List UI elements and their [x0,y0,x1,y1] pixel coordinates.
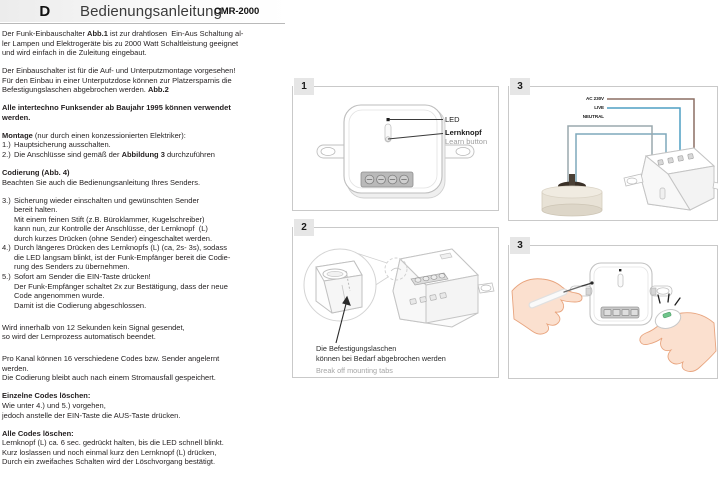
text-line: Sicherung wieder einschalten und gewünschten Sender [14,195,200,205]
text-line: ler Lampen und Elektrogeräte bis zu 2000 Watt Schaltleistung geeignet [2,38,239,48]
text-line: durch kurzes Drücken (ohne Sender) eingeschaltet werden. [14,233,213,243]
section-montage [2,131,286,160]
model-number: CMR-2000 [214,5,260,17]
text-line: werden. [2,112,31,122]
text-run: Der Funk-Einbauschalter [2,29,88,38]
language-badge: D [39,2,51,20]
section-codierung-heading [2,168,286,187]
list-number: 5.) [2,271,11,281]
text-run: (nur durch einen konzessionierten Elektriker): [32,130,186,140]
text-run-bold: Montage [2,130,33,140]
list-item [2,272,286,310]
panel-content [292,86,499,211]
list-text [14,243,286,272]
text-run: durchzuführen [164,149,215,159]
text-line: so wird der Lernprozess automatisch beendet. [2,332,156,342]
text-line: Durch ein zweifaches Schalten wird der Löschvorgang bestätigt. [2,457,216,467]
figure-panel-1 [292,78,499,211]
list-number: 3.) [2,195,11,205]
text-line: Mit einem feinen Stift (z.B. Büroklammer, Kugelschreiber) [14,214,205,224]
list-item [2,196,286,244]
text-line: die LED langsam blinkt, ist der Funk-Empfänger bereit die Codie- [14,252,231,262]
panel-badge: 2 [294,219,314,236]
text-line: Kurz loslassen und noch einmal kurz den Lernknopf (L) drücken, [2,447,217,457]
figure-panel-4-learn-button [508,237,718,379]
paragraph-intro-2 [2,66,286,95]
instructions-column [2,29,286,475]
text-line [2,29,286,39]
text-line: jedoch anstelle der EIN-Taste die AUS-Taste drücken. [2,410,181,420]
hands-pressing-learn-button-illustration [508,245,718,379]
wiring-diagram-illustration [508,86,718,221]
paragraph-intro-1 [2,29,286,58]
figure-panel-3-wiring [508,78,718,221]
text-run-bold: Abb.1 [87,29,108,38]
text-line: rung des Senders zu übernehmen. [14,262,130,272]
paragraph-capacity [2,354,286,383]
text-line: Code angenommen wurde. [14,291,105,301]
document-header [0,0,290,24]
list-number: 2.) [2,149,11,159]
text-line: Der Funk-Empfänger schaltet 2x zur Bestätigung, dass der neue [14,281,228,291]
list-number: 4.) [2,243,11,253]
text-line: Pro Kanal können 16 verschiedene Codes bzw. Sender angelernt [2,354,220,364]
text-run-bold: Abb.2 [147,85,169,95]
label-learn-button-en: Learn button [445,137,488,146]
section-delete-single [2,391,286,420]
text-line: Lernknopf (L) ca. 6 sec. gedrückt halten, bis die LED schnell blinkt. [2,438,224,448]
list-text [14,196,286,244]
text-line: Wie unter 4.) und 5.) vorgehen, [2,400,106,410]
panel-content [508,86,718,221]
text-line [2,85,286,95]
panel-content [292,227,499,378]
text-run: ist zur drahtlosen Ein-Aus Schaltung al- [107,29,244,38]
text-line: Damit ist die Codierung abgeschlossen. [14,300,147,310]
header-divider [0,23,285,24]
text-run: Die Anschlüsse sind gemäß der [14,149,122,159]
text-line: Für den Einbau in einer Unterputzdose können zur Platzersparnis die [2,75,232,85]
panel-badge: 3 [510,237,530,254]
panel-content [508,245,718,379]
label-ac-voltage: AC 230V [586,96,604,101]
section-codierung-steps [2,196,286,311]
list-item [2,140,286,150]
panel-badge: 3 [510,78,530,95]
paragraph-compatibility [2,103,286,122]
panel-badge: 1 [294,78,314,95]
text-line: Der Einbauschalter ist für die Auf- und Unterputzmontage vorgesehen! [2,66,236,76]
section-delete-all [2,429,286,467]
text-line: Alle intertechno Funksender ab Baujahr 1995 können verwendet [2,103,231,113]
list-text [14,150,286,160]
caption-tabs-de-line1: Die Befestigungslaschen [316,344,397,353]
label-learn-button-de: Lernknopf [445,128,482,137]
text-line: Wird innerhalb von 12 Sekunden kein Signal gesendet, [2,322,185,332]
text-line: werden. [2,363,29,373]
text-line: Die Codierung bleibt auch nach einem Stromausfall gespeichert. [2,373,216,383]
delete-all-heading: Alle Codes löschen: [2,428,74,438]
text-line: Sofort am Sender die EIN-Taste drücken! [14,271,151,281]
text-line: kann nun, zur Kontrolle der Anschlüsse, der Lernknopf (L) [14,224,208,234]
caption-tabs-en: Break off mounting tabs [316,366,393,375]
text-run: Befestigungslaschen abgebrochen werden. [2,85,148,95]
caption-tabs-de-line2: können bei Bedarf abgebrochen werden [316,354,446,363]
label-live-wire: LIVE [594,105,604,110]
list-number: 1.) [2,140,11,150]
figure-panel-2 [292,219,499,378]
text-line: Durch längeres Drücken des Lernknopfs (L) (ca, 2s- 3s), sodass [14,243,228,253]
text-run-bold: Abbildung 3 [121,149,165,159]
list-text: Hauptsicherung ausschalten. [14,140,111,150]
list-item [2,243,286,272]
montage-list [2,140,286,159]
label-neutral-wire: NEUTRAL [582,114,604,119]
label-led: LED [445,115,460,124]
switch-module-front-illustration [292,86,499,211]
page-title: Bedienungsanleitung [80,2,223,20]
text-line: Beachten Sie auch die Bedienungsanleitung Ihres Senders. [2,177,201,187]
codierung-list [2,196,286,311]
codierung-heading: Codierung (Abb. 4) [2,168,70,178]
paragraph-timeout [2,323,286,342]
delete-single-heading: Einzelne Codes löschen: [2,391,91,401]
text-line: und wird einfach in die Zuleitung eingebaut. [2,48,147,58]
list-item [2,150,286,160]
list-text [14,272,286,310]
montage-heading [2,131,286,141]
text-line: bereit halten. [14,205,58,215]
